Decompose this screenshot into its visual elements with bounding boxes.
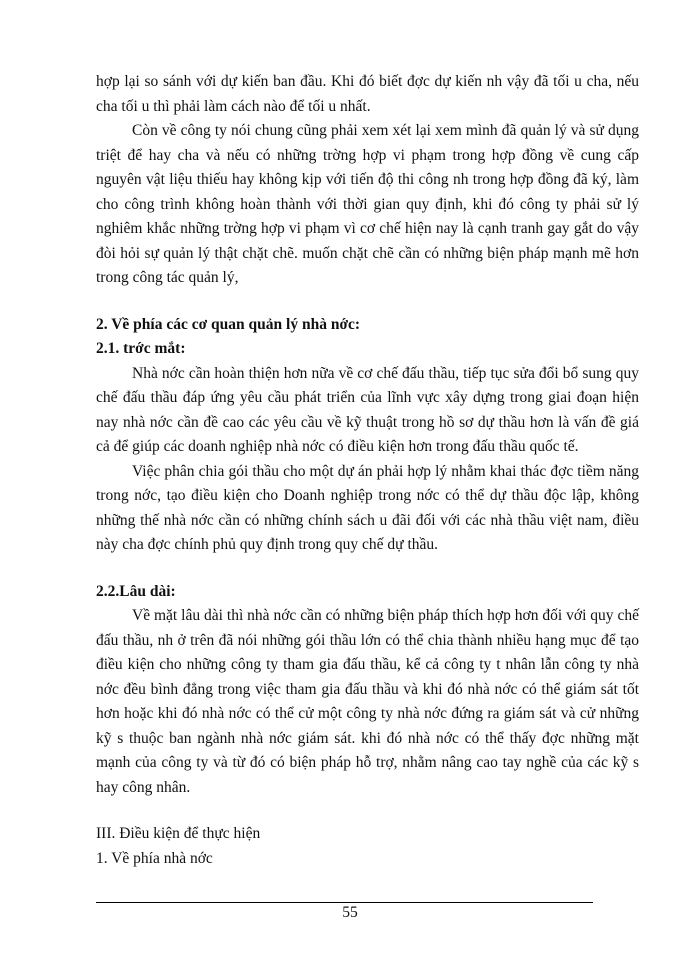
heading-2-1: 2.1. trớc mắt:: [96, 340, 186, 357]
paragraph-4: Việc phân chia gói thầu cho một dự án phải hợp lý nhằm khai thác đợc tiềm năng trong nớc, tạo điều kiện cho Doanh nghiệp trong nớc có thể dự thầu độc lập, không những thế nhà nớc cần có những chính sách u đãi đối với các nhà thầu việt nam, điều này cha đợc chính phủ quy định trong quy chế dự thầu.: [96, 462, 639, 553]
heading-3-1: 1. Về phía nhà nớc: [96, 849, 213, 867]
paragraph-5: Về mặt lâu dài thì nhà nớc cần có những biện pháp thích hợp hơn đối với quy chế đấu thầu, nh ở trên đã nói những gói thầu lớn có thể chia thành nhiều hạng mục để tạo điều kiện cho những công ty tham gia đấu thầu, kể cả công ty t nhân lẫn công ty nhà nớc đều bình đẳng trong việc tham gia đấu thầu và khi đó nhà nớc có thể giám sát tốt hơn hoặc khi đó nhà nớc có thể cử một công ty nhà nớc đứng ra giám sát và cử những kỹ s thuộc ban ngành nhà nớc giám sát. khi đó nhà nớc có thể thấy đợc những mặt mạnh của công ty và từ đó có biện pháp hỗ trợ, nhằm nâng cao tay nghề của các kỹ s hay công nhân.: [96, 607, 639, 796]
page-number: 55: [342, 904, 358, 921]
heading-section-2: 2. Về phía các cơ quan quản lý nhà nớc:: [96, 315, 361, 333]
paragraph-3: Nhà nớc cần hoàn thiện hơn nữa về cơ chế đấu thầu, tiếp tục sửa đổi bổ sung quy chế đấu thầu đáp ứng yêu cầu phát triển của lĩnh vực xây dựng trong giai đoạn hiện nay nhà nớc cần đề cao các yêu cầu về kỹ thuật trong hồ sơ dự thầu hơn là vấn đề giá cả để giúp các doanh nghiệp nhà nớc có điều kiện hơn trong đấu thầu quốc tế.: [96, 364, 639, 455]
paragraph-1: hợp lại so sánh với dự kiến ban đầu. Khi đó biết đợc dự kiến nh vậy đã tối u cha, nếu cha tối u thì phải làm cách nào để tối u nhất.: [96, 73, 639, 115]
heading-2-2: 2.2.Lâu dài:: [96, 582, 176, 600]
footer-divider: [96, 902, 593, 903]
heading-section-3: III. Điều kiện để thực hiện: [96, 825, 261, 842]
body-text: [96, 70, 639, 871]
paragraph-2: Còn về công ty nói chung cũng phải xem xét lại xem mình đã quản lý và sử dụng triệt để hay cha và nếu có những trờng hợp vi phạm trong hợp đồng về cung cấp nguyên vật liệu thiếu hay không kịp với tiến độ thi công nh trong hợp đồng đã ký, làm cho công trình không hoàn thành với thời gian quy định, khi đó công ty phải sử lý nghiêm khắc những trờng hợp vi phạm vì cơ chế hiện nay là cạnh tranh gay gắt do vậy đòi hỏi sự quản lý thật chặt chẽ. muốn chặt chẽ cần có những biện pháp mạnh mẽ hơn trong công tác quản lý,: [96, 122, 639, 286]
